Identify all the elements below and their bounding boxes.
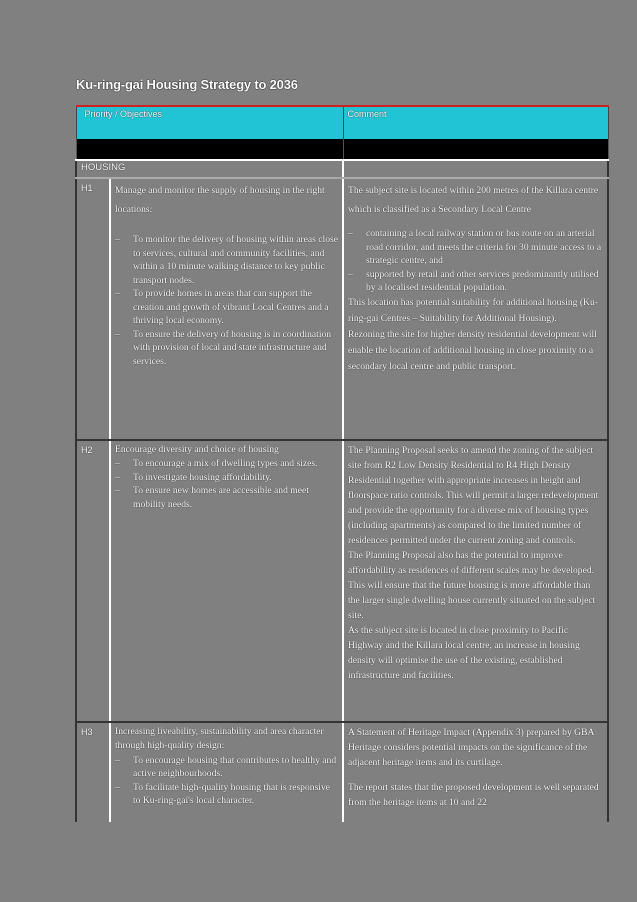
comment-paragraph: This location has potential suitability for additional housing (Ku-ring-gai Centres – Suitability for Additional Housing). (348, 296, 598, 324)
comment-bullets (348, 227, 603, 295)
dash-bullet-icon: – (115, 754, 120, 766)
objective-title: Manage and monitor the supply of housing in the right locations: (115, 185, 325, 215)
dash-bullet-icon: – (115, 471, 120, 483)
list-item: – To investigate housing affordability. (115, 471, 272, 483)
black-divider-cell (76, 139, 343, 160)
row-id: H3 (76, 722, 110, 822)
dash-bullet-icon: – (115, 458, 120, 470)
list-item: – To ensure new homes are accessible and meet mobility needs. (115, 485, 309, 510)
dash-bullet-icon: – (115, 234, 120, 245)
dash-bullet-icon: – (348, 268, 353, 280)
comment-cell (343, 440, 608, 722)
list-item: – To facilitate high-quality housing that is responsive to Ku-ring-gai's local character. (115, 781, 331, 807)
sub-objectives-list (115, 233, 338, 368)
sub-objectives-list (115, 457, 338, 511)
comment-paragraph: The subject site is located within 200 metres of the Killara centre which is classified as a Secondary Local Centre (348, 185, 599, 215)
document-title: Ku-ring-gai Housing Strategy to 2036 (76, 77, 298, 92)
list-item: – containing a local railway station or bus route on an arterial road corridor, and meets the criteria for 30 minute access to a strategic centre, and (348, 228, 602, 266)
dash-bullet-icon: – (115, 485, 120, 497)
dash-bullet-icon: – (115, 328, 120, 340)
comment-paragraph: The report states that the proposed development is well separated from the heritage items at 10 and 22 (348, 782, 599, 808)
comment-paragraph: As the subject site is located in close proximity to Pacific Highway and the Killara local centre, an increase in housing density will optimise the use of the existing, established infrastructure and facilities. (348, 625, 580, 681)
comment-paragraph: A Statement of Heritage Impact (Appendix 3) prepared by GBA Heritage considers potential impacts on the significance of the adjacent heritage items and its curtilage. (348, 727, 594, 768)
black-divider-row (76, 139, 608, 160)
section-label: HOUSING (76, 160, 343, 178)
sub-objectives-list (115, 754, 338, 808)
dash-bullet-icon: – (115, 781, 120, 793)
objectives-cell (110, 440, 343, 722)
table-row-h2 (76, 440, 608, 722)
header-priority-objectives: Priority / Objectives (76, 106, 343, 139)
comment-cell (343, 722, 608, 822)
dash-bullet-icon: – (115, 288, 120, 299)
objective-title: Encourage diversity and choice of housing (115, 444, 279, 455)
header-comment: Comment (343, 106, 608, 139)
row-id: H1 (76, 178, 110, 440)
objectives-cell (110, 178, 343, 440)
table-row-h1 (76, 178, 608, 440)
comment-paragraph: The Planning Proposal also has the potential to improve affordability as residences of different scales may be developed. This will ensure that the future housing is more affordable than the larger single dwelling house currently situated on the subject site. (348, 550, 596, 621)
comment-cell (343, 178, 608, 440)
table-row-h3 (76, 722, 608, 822)
row-id: H2 (76, 440, 110, 722)
list-item: – supported by retail and other services predominantly utilised by a localised residential population. (348, 268, 599, 293)
comment-paragraph: The Planning Proposal seeks to amend the zoning of the subject site from R2 Low Density Residential to R4 High Density Residential together with appropriate increases in height and floorspace ratio controls. This will permit a larger redevelopment and provide the opportunity for a diverse mix of housing types (including apartments) as compared to the limited number of residences permitted under the current zoning and controls. (348, 445, 599, 546)
list-item: – To encourage housing that contributes to healthy and active neighbourhoods. (115, 754, 337, 780)
list-item: – To monitor the delivery of housing within areas close to services, cultural and community facilities, and within a 10 minute walking distance to key public transport nodes. (115, 234, 339, 286)
table-header-row (76, 106, 608, 139)
dash-bullet-icon: – (348, 228, 353, 239)
list-item: – To encourage a mix of dwelling types and sizes. (115, 458, 318, 470)
list-item: – To provide homes in areas that can support the creation and growth of vibrant Local Centres and a thriving local economy. (115, 288, 329, 326)
section-row-housing (76, 160, 608, 178)
objective-title: Increasing liveability, sustainability and area character through high-quality design: (115, 726, 324, 752)
housing-strategy-table (75, 105, 609, 822)
objectives-cell (110, 722, 343, 822)
comment-paragraph: Rezoning the site for higher density residential development will enable the location of additional housing in close proximity to a secondary local centre and public transport. (348, 328, 597, 372)
list-item: – To ensure the delivery of housing is in coordination with provision of local and state infrastructure and services. (115, 328, 332, 367)
black-divider-cell (343, 139, 608, 160)
section-empty-cell (343, 160, 608, 178)
